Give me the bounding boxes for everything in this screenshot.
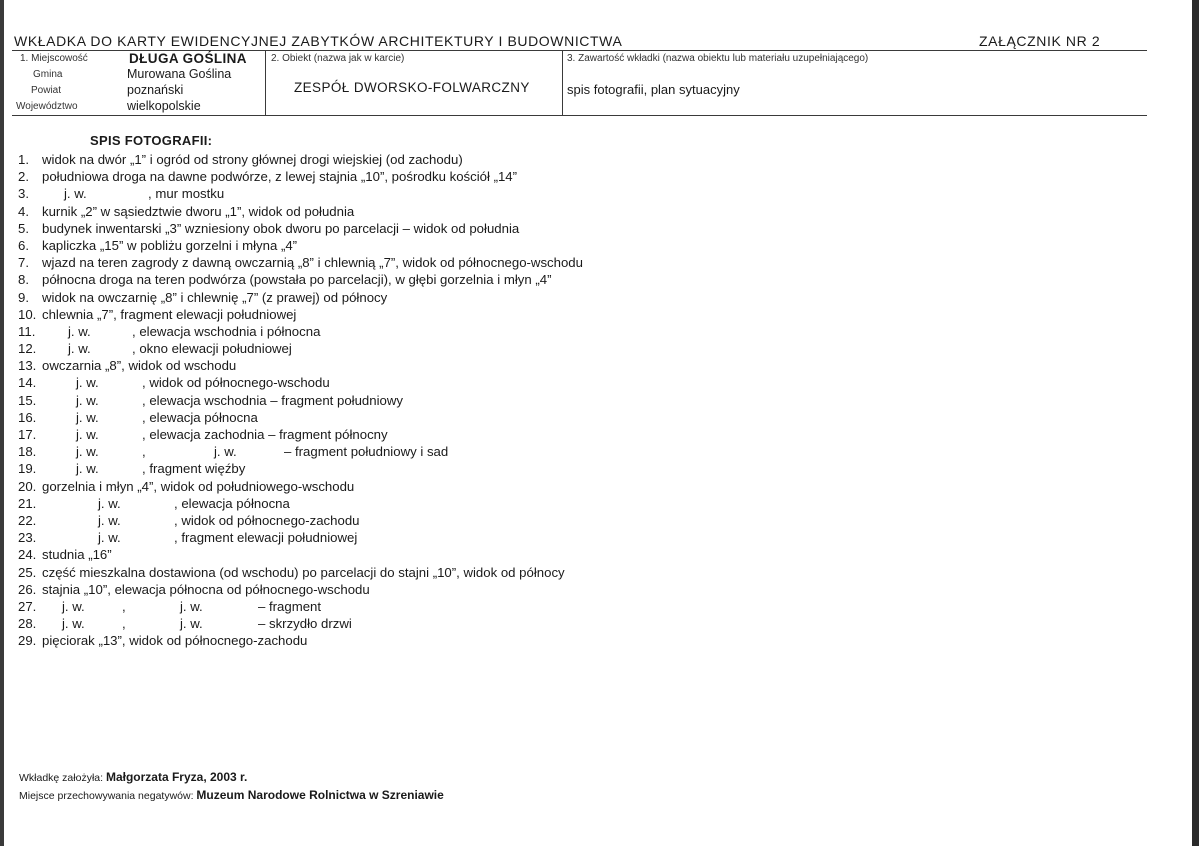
- item-text: j. w.: [62, 616, 85, 632]
- item-number: 8.: [18, 272, 29, 288]
- item-text: kapliczka „15” w pobliżu gorzelni i młyna „4”: [42, 237, 298, 253]
- item-text: północna droga na teren podwórza (powstała po parcelacji), w głębi gorzelnia i młyn „4”: [42, 272, 552, 288]
- form-title: WKŁADKA DO KARTY EWIDENCYJNEJ ZABYTKÓW ARCHITEKTURY I BUDOWNICTWA: [14, 33, 623, 49]
- item-number: 16.: [18, 409, 37, 425]
- location-label: 1. Miejscowość: [20, 53, 88, 64]
- author-label: Wkładkę założyła:: [19, 772, 104, 784]
- item-text: , fragment więźby: [142, 461, 246, 477]
- item-text: część mieszkalna dostawiona (od wschodu) po parcelacji do stajni „10”, widok od północy: [42, 564, 565, 580]
- item-text: , elewacja zachodnia – fragment północny: [142, 427, 388, 442]
- item-text: – fragment południowy i sad: [284, 444, 449, 460]
- scan-edge-left: [0, 0, 4, 846]
- item-text: ,: [142, 444, 146, 460]
- table-divider-2: [562, 50, 563, 116]
- scan-edge-right: [1192, 0, 1199, 846]
- item-text: , mur mostku: [148, 186, 225, 202]
- item-number: 19.: [18, 461, 37, 477]
- table-divider-1: [265, 50, 266, 116]
- item-text: pięciorak „13”, widok od północnego-zachodu: [42, 633, 308, 649]
- item-number: 15.: [18, 392, 37, 408]
- table-bottom-border: [12, 115, 1147, 116]
- item-text: j. w.: [62, 598, 85, 614]
- item-number: 5.: [18, 220, 29, 236]
- item-text: j. w.: [68, 341, 91, 357]
- item-number: 26.: [18, 581, 37, 597]
- item-text: j. w.: [214, 444, 237, 460]
- item-number: 24.: [18, 547, 37, 563]
- storage-label: Miejsce przechowywania negatywów:: [19, 790, 194, 802]
- item-number: 14.: [18, 375, 37, 391]
- item-text: j. w.: [76, 409, 99, 425]
- item-number: 3.: [18, 186, 29, 202]
- item-text: j. w.: [64, 186, 87, 202]
- item-text: j. w.: [98, 512, 121, 528]
- item-text: stajnia „10”, elewacja północna od północnego-wschodu: [42, 581, 370, 597]
- item-number: 12.: [18, 341, 37, 357]
- storage-line: [19, 788, 444, 802]
- item-number: 25.: [18, 564, 37, 580]
- item-text: , fragment elewacji południowej: [174, 530, 358, 546]
- wojewodztwo-value: wielkopolskie: [127, 99, 201, 113]
- item-text: budynek inwentarski „3” wzniesiony obok dworu po parcelacji – widok od południa: [42, 220, 520, 236]
- item-number: 27.: [18, 598, 37, 614]
- item-text: , elewacja wschodnia – fragment południowy: [142, 392, 403, 408]
- item-text: studnia „16”: [42, 547, 112, 563]
- item-text: południowa droga na dawne podwórze, z lewej stajnia „10”, pośrodku kościół „14”: [42, 169, 518, 185]
- item-number: 17.: [18, 427, 37, 442]
- list-heading: SPIS FOTOGRAFII:: [90, 133, 213, 148]
- storage-value: Muzeum Narodowe Rolnictwa w Szreniawie: [196, 788, 444, 802]
- item-text: gorzelnia i młyn „4”, widok od południowego-wschodu: [42, 478, 355, 494]
- object-label: 2. Obiekt (nazwa jak w karcie): [271, 53, 405, 64]
- item-text: j. w.: [76, 375, 99, 391]
- item-number: 9.: [18, 289, 29, 305]
- item-text: j. w.: [98, 530, 121, 546]
- item-text: – fragment: [258, 598, 322, 614]
- item-text: wjazd na teren zagrody z dawną owczarnią „8” i chlewnią „7”, widok od północnego-wschodu: [42, 255, 583, 271]
- item-number: 1.: [18, 152, 29, 167]
- item-text: , okno elewacji południowej: [132, 341, 292, 357]
- item-number: 28.: [18, 616, 37, 632]
- item-text: j. w.: [76, 461, 99, 477]
- item-number: 11.: [18, 323, 36, 339]
- item-number: 22.: [18, 512, 37, 528]
- item-text: kurnik „2” w sąsiedztwie dworu „1”, widok od południa: [42, 203, 355, 219]
- item-number: 21.: [18, 495, 37, 511]
- item-text: j. w.: [180, 598, 203, 614]
- item-text: j. w.: [180, 616, 203, 632]
- item-text: – skrzydło drzwi: [258, 616, 352, 632]
- content-label: 3. Zawartość wkładki (nazwa obiektu lub materiału uzupełniającego): [567, 53, 869, 64]
- item-text: widok na dwór „1” i ogród od strony głównej drogi wiejskiej (od zachodu): [42, 152, 463, 167]
- item-text: j. w.: [76, 392, 99, 408]
- item-number: 20.: [18, 478, 37, 494]
- object-value: ZESPÓŁ DWORSKO-FOLWARCZNY: [294, 80, 530, 95]
- item-number: 10.: [18, 306, 37, 322]
- item-number: 29.: [18, 633, 37, 649]
- item-text: j. w.: [98, 495, 121, 511]
- item-text: widok na owczarnię „8” i chlewnię „7” (z prawej) od północy: [42, 289, 388, 305]
- item-number: 23.: [18, 530, 37, 546]
- item-number: 7.: [18, 255, 29, 271]
- annex-number: ZAŁĄCZNIK NR 2: [979, 33, 1101, 49]
- item-number: 6.: [18, 237, 29, 253]
- author-line: [19, 770, 247, 784]
- item-text: , widok od północnego-zachodu: [174, 512, 360, 528]
- item-number: 2.: [18, 169, 29, 185]
- content-value: spis fotografii, plan sytuacyjny: [567, 82, 740, 97]
- item-text: , elewacja północna: [174, 495, 290, 511]
- item-text: ,: [122, 616, 126, 632]
- item-text: , elewacja wschodnia i północna: [132, 323, 321, 339]
- item-text: ,: [122, 598, 126, 614]
- powiat-value: poznański: [127, 83, 184, 97]
- gmina-value: Murowana Goślina: [127, 67, 232, 81]
- item-text: , elewacja północna: [142, 409, 258, 425]
- item-text: j. w.: [68, 323, 91, 339]
- wojewodztwo-label: Województwo: [16, 101, 78, 112]
- item-number: 18.: [18, 444, 37, 460]
- gmina-label: Gmina: [33, 69, 63, 80]
- item-text: j. w.: [76, 444, 99, 460]
- author-value: Małgorzata Fryza, 2003 r.: [105, 770, 248, 784]
- powiat-label: Powiat: [31, 85, 62, 96]
- item-number: 4.: [18, 203, 29, 219]
- location-value: DŁUGA GOŚLINA: [129, 51, 247, 66]
- item-text: chlewnia „7”, fragment elewacji południowej: [42, 306, 297, 322]
- item-text: j. w.: [76, 427, 99, 442]
- item-number: 13.: [18, 358, 37, 374]
- item-text: , widok od północnego-wschodu: [142, 375, 330, 391]
- item-text: owczarnia „8”, widok od wschodu: [42, 358, 237, 374]
